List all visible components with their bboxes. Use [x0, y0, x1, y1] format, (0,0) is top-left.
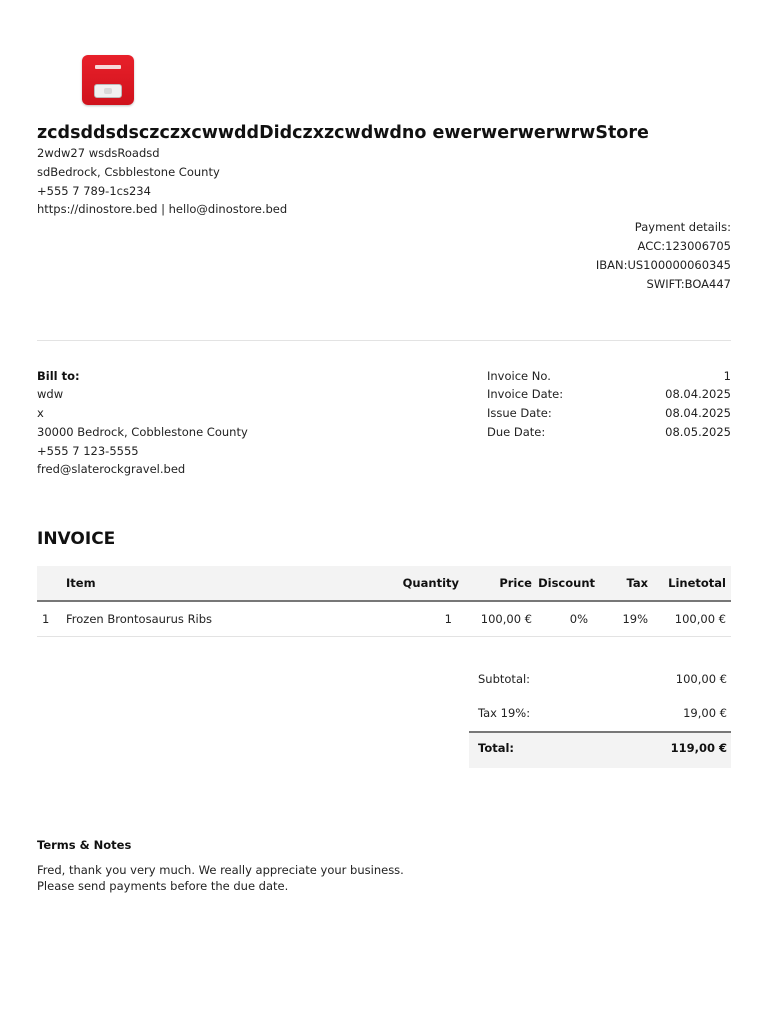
tax-value: 19,00 € — [683, 706, 727, 720]
payment-title: Payment details: — [634, 220, 731, 234]
due-date-value: 08.05.2025 — [665, 425, 731, 439]
row-linetotal: 100,00 € — [674, 612, 726, 626]
row-price: 100,00 € — [480, 612, 532, 626]
header-quantity: Quantity — [402, 576, 459, 590]
invoice-date-label: Invoice Date: — [487, 387, 564, 401]
total-label: Total: — [478, 741, 515, 755]
terms-line1: Fred, thank you very much. We really appreciate your business. — [37, 863, 404, 877]
header-tax: Tax — [626, 576, 648, 590]
payment-acc: ACC:123006705 — [637, 239, 731, 253]
bill-to-line2: x — [37, 406, 44, 420]
subtotal-label: Subtotal: — [478, 672, 531, 686]
row-quantity: 1 — [444, 612, 452, 626]
header-item: Item — [66, 576, 96, 590]
bill-to-phone: +555 7 123-5555 — [37, 444, 139, 458]
header-discount: Discount — [538, 576, 595, 590]
terms-title: Terms & Notes — [37, 838, 132, 852]
store-address-line2: sdBedrock, Csbblestone County — [37, 165, 220, 179]
header-divider — [37, 340, 731, 341]
invoice-title: INVOICE — [37, 529, 116, 549]
bill-to-name: wdw — [37, 387, 64, 401]
total-value: 119,00 € — [670, 741, 727, 755]
row-index: 1 — [42, 612, 50, 626]
row-discount: 0% — [569, 612, 588, 626]
header-price: Price — [499, 576, 532, 590]
invoice-date-value: 08.04.2025 — [665, 387, 731, 401]
store-address-line1: 2wdw27 wsdsRoadsd — [37, 146, 160, 160]
tax-label: Tax 19%: — [478, 706, 531, 720]
items-table-header — [37, 566, 731, 602]
table-row — [37, 602, 731, 637]
terms-line2: Please send payments before the due date. — [37, 879, 289, 893]
payment-swift: SWIFT:BOA447 — [646, 277, 731, 291]
bill-to-email: fred@slaterockgravel.bed — [37, 462, 186, 476]
issue-date-value: 08.04.2025 — [665, 406, 731, 420]
due-date-label: Due Date: — [487, 425, 546, 439]
header-linetotal: Linetotal — [668, 576, 726, 590]
row-tax: 19% — [622, 612, 648, 626]
store-name: zcdsddsdsczczxcwwddDidczxzcwdwdno ewerwerwerwrwStore — [37, 123, 649, 143]
store-contact: https://dinostore.bed | hello@dinostore.bed — [37, 202, 288, 216]
invoice-no-label: Invoice No. — [487, 369, 551, 383]
bill-to-address: 30000 Bedrock, Cobblestone County — [37, 425, 248, 439]
fire-alarm-icon — [82, 55, 134, 105]
invoice-no-value: 1 — [723, 369, 731, 383]
row-item: Frozen Brontosaurus Ribs — [66, 612, 213, 626]
subtotal-value: 100,00 € — [675, 672, 727, 686]
store-phone: +555 7 789-1cs234 — [37, 184, 151, 198]
payment-iban: IBAN:US100000060345 — [595, 258, 731, 272]
bill-to-label: Bill to: — [37, 369, 80, 383]
issue-date-label: Issue Date: — [487, 406, 552, 420]
